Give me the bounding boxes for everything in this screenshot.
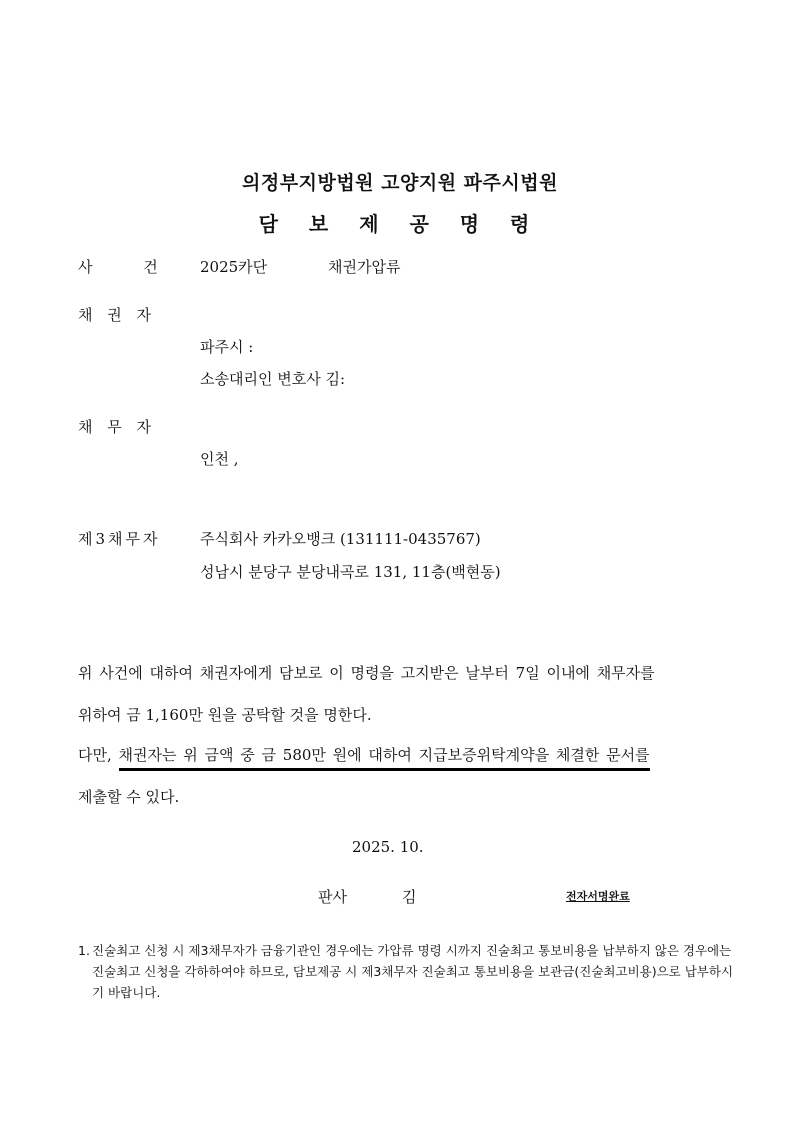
order-text-line3	[78, 744, 650, 765]
judge-title: 판사	[318, 888, 347, 906]
court-name: 의정부지방법원 고양지원 파주시법원	[242, 172, 558, 194]
creditor-label: 채 권 자	[78, 306, 152, 324]
third-debtor-label: 제3채무자	[78, 530, 161, 548]
order-text-line3-prefix: 다만,	[78, 746, 119, 764]
case-label: 사 건	[78, 258, 158, 276]
underlined-condition: 채권자는 위 금액 중 금 580만 원에 대하여 지급보증위탁계약을 체결한 문서를	[119, 746, 650, 771]
creditor-attorney: 소송대리인 변호사 김:	[200, 370, 346, 388]
order-text-line1: 위 사건에 대하여 채권자에게 담보로 이 명령을 고지받은 날부터 7일 이내에 채무자를	[78, 664, 655, 682]
footnote-number: 1.	[78, 943, 90, 958]
document-title: 담 보 제 공 명 령	[258, 212, 542, 236]
order-text-line4: 제출할 수 있다.	[78, 788, 180, 806]
debtor-label: 채 무 자	[78, 418, 152, 436]
third-debtor-address: 성남시 분당구 분당내곡로 131, 11층(백현동)	[200, 563, 501, 581]
debtor-address: 인천 ,	[200, 450, 239, 468]
case-number: 2025카단	[200, 258, 268, 276]
electronic-signature: 전자서명완료	[566, 890, 630, 903]
footnote-text: 진술최고 신청 시 제3채무자가 금융기관인 경우에는 가압류 명령 시까지 진술최고 통보비용을 납부하지 않은 경우에는 진술최고 신청을 각하하여야 하므로, 담보제공 시 제3채무자 진술최고 통보비용을 보관금(진술최고비용)으로 납부하시기 바랍니다.	[92, 943, 734, 1000]
order-date: 2025. 10.	[352, 838, 424, 856]
order-text-line2: 위하여 금 1,160만 원을 공탁할 것을 명한다.	[78, 706, 372, 724]
judge-name: 김	[402, 888, 417, 906]
footnote	[78, 940, 738, 1003]
third-debtor-name: 주식회사 카카오뱅크 (131111-0435767)	[200, 530, 481, 548]
case-name: 채권가압류	[328, 258, 401, 276]
creditor-address: 파주시 :	[200, 338, 254, 356]
